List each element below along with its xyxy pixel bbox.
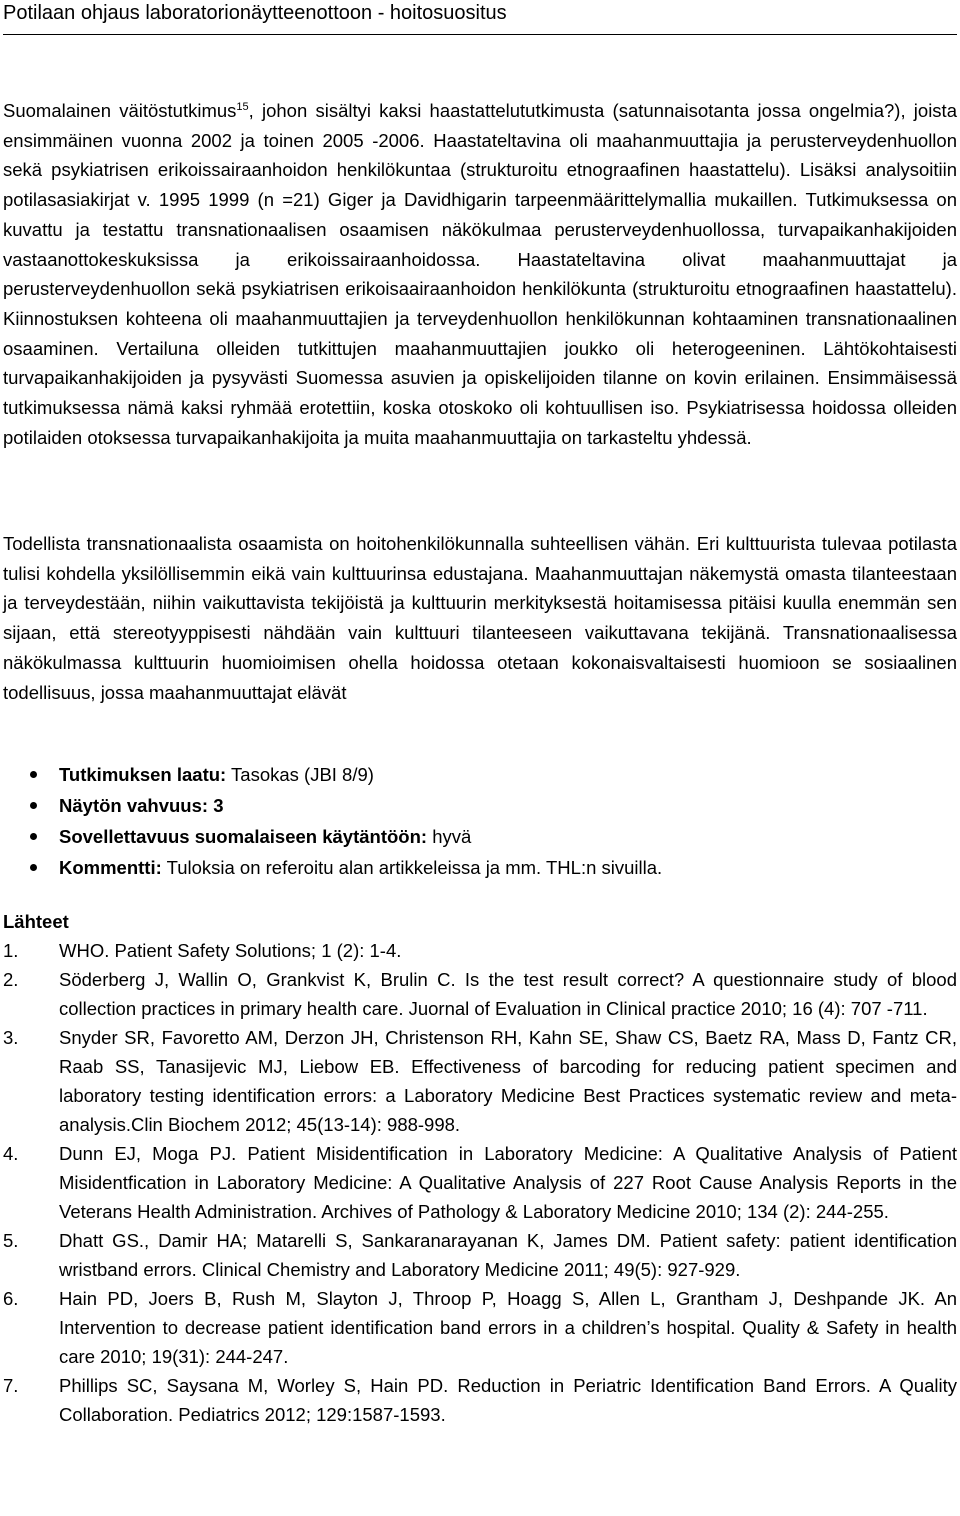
item-value: hyvä	[427, 826, 472, 847]
reference-item	[3, 1139, 957, 1226]
reference-item	[3, 1284, 957, 1371]
bullet-icon	[30, 833, 37, 840]
reference-number: 1.	[3, 940, 19, 961]
item-value: Tuloksia on referoitu alan artikkeleissa ja mm. THL:n sivuilla.	[161, 857, 663, 878]
paragraph-text-start: Suomalainen väitöstutkimus	[3, 100, 237, 121]
footnote-superscript: 15	[236, 100, 249, 113]
references-list	[3, 936, 957, 1429]
reference-text: Dunn EJ, Moga PJ. Patient Misidentification in Laboratory Medicine: A Qualitative Analysis of Patient Misidentfication in Laboratory Medicine: A Qualitative Analysis of 227 Root Cause Analysis Reports in the Veterans Health Administration. Archives of Pathology & Laboratory Medicine 2010; 134 (2): 244-255.	[59, 1143, 957, 1222]
reference-text: Hain PD, Joers B, Rush M, Slayton J, Throop P, Hoagg S, Allen L, Grantham J, Deshpande JK. An Intervention to decrease patient identification band errors in a children’s hospital. Quality & Safety in health care 2010; 19(31): 244-247.	[59, 1288, 957, 1367]
list-item	[3, 821, 957, 852]
paragraph-study-description	[3, 96, 957, 452]
reference-text: Söderberg J, Wallin O, Grankvist K, Brulin C. Is the test result correct? A questionnaire study of blood collection practices in primary health care. Juornal of Evaluation in Clinical practice 2010; 16 (4): 707 -711.	[59, 969, 957, 1019]
paragraph-conclusion: Todellista transnationaalista osaamista on hoitohenkilökunnalla suhteellisen vähän. Eri kulttuurista tulevaa potilasta tulisi kohdella yksilöllisemmin eikä vain kulttuurinsa edustajana. Maahanmuuttajan näkemystä omasta tilanteestaan ja terveydestään, niihin vaikuttavista tekijöistä ja kulttuurin merkityksestä hoitamisessa pitäisi kuulla enemmän sen sijaan, että stereotyyppisesti nähdään vain kulttuuri tilanteeseen vaikuttavana tekijänä. Transnationaalisessa näkökulmassa kulttuurin huomioimisen ohella hoidossa otetaan kokonaisvaltaisesti huomioon se sosiaalinen todellisuus, jossa maahanmuuttajat elävät	[3, 533, 957, 703]
reference-text: Phillips SC, Saysana M, Worley S, Hain PD. Reduction in Periatric Identification Band Errors. A Quality Collaboration. Pediatrics 2012; 129:1587-1593.	[59, 1375, 957, 1425]
header-title: Potilaan ohjaus laboratorionäytteenottoon - hoitosuositus	[3, 2, 507, 24]
reference-number: 6.	[3, 1288, 19, 1309]
page-header	[3, 0, 957, 35]
bullet-icon	[30, 771, 37, 778]
reference-text: WHO. Patient Safety Solutions; 1 (2): 1-4.	[59, 940, 402, 961]
reference-number: 4.	[3, 1143, 19, 1164]
item-label: Tutkimuksen laatu:	[59, 764, 227, 785]
list-item	[3, 852, 957, 883]
item-label: Sovellettavuus suomalaiseen käytäntöön:	[59, 826, 428, 847]
reference-number: 7.	[3, 1375, 19, 1396]
reference-item	[3, 1023, 957, 1139]
reference-number: 5.	[3, 1230, 19, 1251]
references-heading: Lähteet	[3, 911, 69, 932]
bullet-icon	[30, 864, 37, 871]
paragraph-text-rest: , johon sisältyi kaksi haastattelututkimusta (satunnaisotanta jossa ongelmia?), joista ensimmäinen vuonna 2002 ja toinen 2005 -2006. Haastateltavina oli maahanmuuttajia ja perusterveydenhuollon sekä psykiatrisen erikoissairaanhoidon henkilökuntaa (strukturoitu etnograafinen haastattelu). Lisäksi analysoitiin potilasasiakirjat v. 1995 1999 (n =21) Giger ja Davidhigarin tarpeenmäärittelymallia mukaillen. Tutkimuksessa on kuvattu ja testattu transnationaalisen osaamisen näkökulmaa perusterveydenhuollossa, turvapaikanhakijoiden vastaanottokeskuksissa ja erikoissairaanhoidossa. Haastateltavina olivat maahanmuuttajat ja perusterveydenhuollon sekä psykiatrisen erikoisaairaanhoidon henkilökunta (strukturoitu etnograafinen haastattelu). Kiinnostuksen kohteena oli maahanmuuttajien ja terveydenhuollon henkilökunnan kohtaaminen transnationaalinen osaaminen. Vertailuna olleiden tutkittujen maahanmuuttajien joukko oli heterogeeninen. Lähtökohtaisesti turvapaikanhakijoiden ja pysyvästi Suomessa asuvien ja opiskelijoiden tilanne on kovin erilainen. Ensimmäisessä tutkimuksessa nämä kaksi ryhmää erotettiin, koska otoskoko oli kohtuullisen iso. Psykiatrisessa hoidossa olleiden potilaiden otoksessa turvapaikanhakijoita ja muita maahanmuuttajia on tarkasteltu yhdessä.	[3, 100, 957, 448]
reference-text: Snyder SR, Favoretto AM, Derzon JH, Christenson RH, Kahn SE, Shaw CS, Baetz RA, Mass D, Fantz CR, Raab SS, Tanasijevic MJ, Liebow EB. Effectiveness of barcoding for reducing patient specimen and laboratory testing identification errors: a Laboratory Medicine Best Practices systematic review and meta-analysis.Clin Biochem 2012; 45(13-14): 988-998.	[59, 1027, 957, 1135]
bullet-icon	[30, 802, 37, 809]
reference-text: Dhatt GS., Damir HA; Matarelli S, Sankaranarayanan K, James DM. Patient safety: patient identification wristband errors. Clinical Chemistry and Laboratory Medicine 2011; 49(5): 927-929.	[59, 1230, 957, 1280]
reference-number: 3.	[3, 1027, 19, 1048]
list-item	[3, 790, 957, 821]
item-value: Tasokas (JBI 8/9)	[226, 764, 374, 785]
reference-item	[3, 1226, 957, 1284]
reference-item	[3, 1371, 957, 1429]
item-label: Kommentti:	[59, 857, 162, 878]
assessment-list	[3, 759, 957, 883]
reference-number: 2.	[3, 969, 19, 990]
reference-item	[3, 965, 957, 1023]
list-item	[3, 759, 957, 790]
reference-item	[3, 936, 957, 965]
item-label: Näytön vahvuus: 3	[59, 795, 224, 816]
